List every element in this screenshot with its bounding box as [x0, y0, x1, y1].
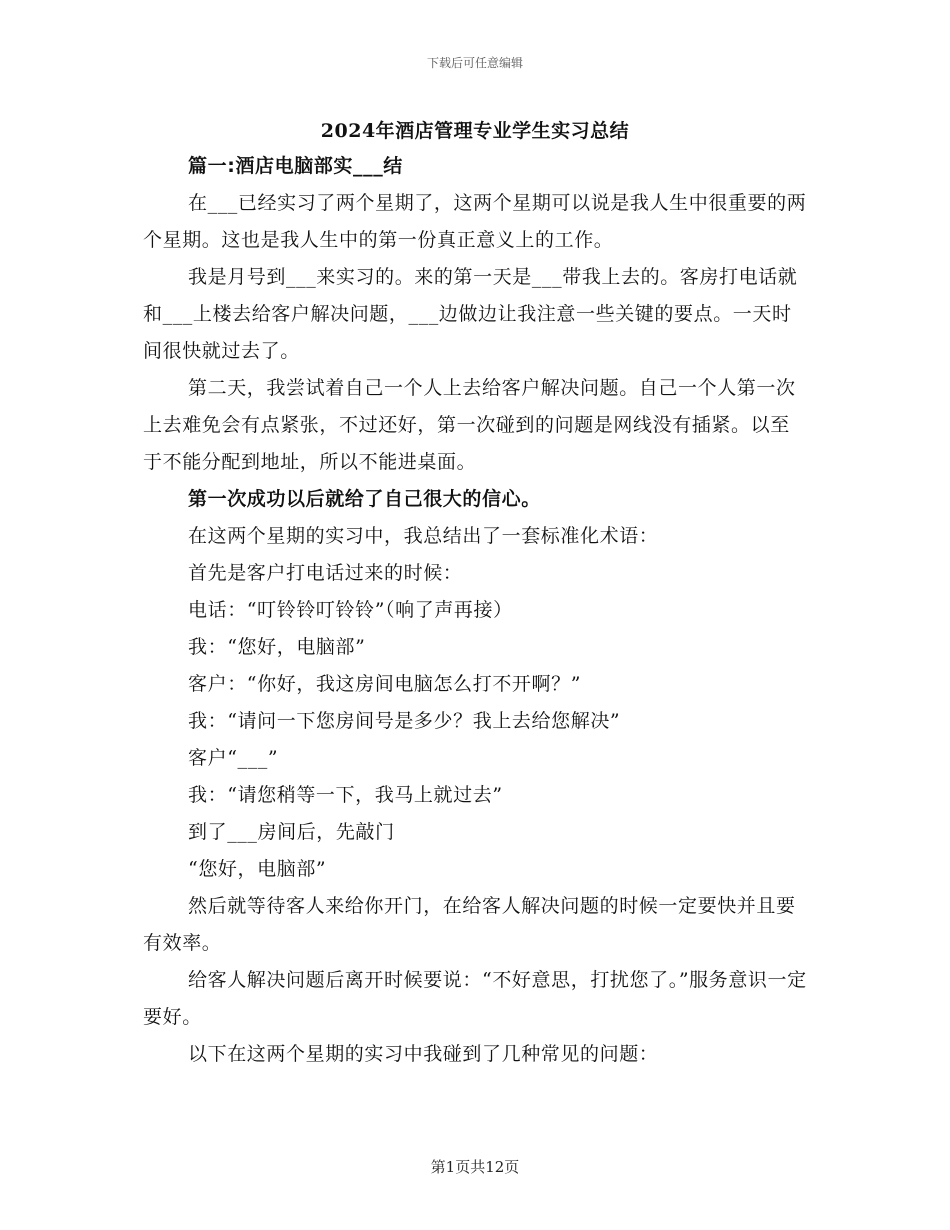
paragraph: 给客人解决问题后离开时候要说：“不好意思，打扰您了。”服务意识一定要好。 — [143, 969, 807, 1028]
paragraph: 我是月号到___来实习的。来的第一天是___带我上去的。客房打电话就和___上楼去给客户解决问题，___边做边让我注意一些关键的要点。一天时间很快就过去了。 — [143, 266, 798, 362]
paragraph: 然后就等待客人来给你开门，在给客人解决问题的时候一定要快并且要有效率。 — [143, 895, 796, 954]
dialogue-line: 我：“您好，电脑部” — [188, 636, 366, 658]
paragraph: 到了___房间后，先敲门 — [188, 821, 395, 843]
dialogue-line: 电话：“叮铃铃叮铃铃”（响了声再接） — [188, 599, 513, 621]
paragraph: 第二天，我尝试着自己一个人上去给客户解决问题。自己一个人第一次上去难免会有点紧张，不过还好，第一次碰到的问题是网线没有插紧。以至于不能分配到地址，所以不能进桌面。 — [143, 377, 796, 473]
section-heading: 篇一:酒店电脑部实___结 — [188, 155, 403, 177]
paragraph: 在___已经实习了两个星期了，这两个星期可以说是我人生中很重要的两个星期。这也是我人生中的第一份真正意义上的工作。 — [143, 192, 807, 251]
dialogue-line: 我：“请问一下您房间号是多少？我上去给您解决” — [188, 710, 621, 732]
dialogue-line: 客户“___” — [188, 747, 279, 769]
paragraph: 以下在这两个星期的实习中我碰到了几种常见的问题： — [188, 1043, 659, 1065]
dialogue-line: 我：“请您稍等一下，我马上就过去” — [188, 784, 503, 806]
dialogue-line: 客户：“你好，我这房间电脑怎么打不开啊？” — [188, 673, 582, 695]
paragraph: 首先是客户打电话过来的时候： — [188, 562, 463, 584]
paragraph: 在这两个星期的实习中，我总结出了一套标准化术语： — [188, 525, 659, 547]
page-footer: 第1页共12页 — [430, 1158, 520, 1176]
page-header: 下载后可任意编辑 — [426, 56, 523, 70]
document-title: 2024年酒店管理专业学生实习总结 — [320, 120, 630, 142]
dialogue-line: “您好，电脑部” — [188, 858, 327, 880]
bold-paragraph: 第一次成功以后就给了自己很大的信心。 — [188, 488, 541, 510]
document-body — [143, 148, 807, 1073]
